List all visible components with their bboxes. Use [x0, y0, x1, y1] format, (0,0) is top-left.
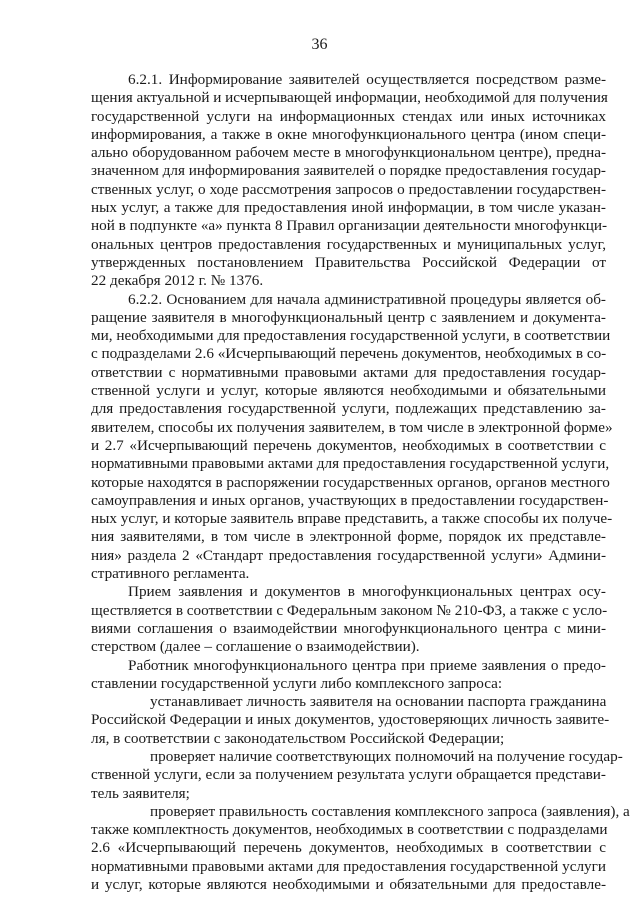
text-line: ально оборудованном рабочем месте в многофункциональном центре), предна- — [91, 144, 606, 162]
text-line: проверяет наличие соответствующих полномочий на получение государ- — [150, 747, 623, 765]
text-line: ществляется в соответствии с Федеральным законом № 210-ФЗ, а также с усло- — [91, 601, 608, 619]
text-line: проверяет правильность составления комплексного запроса (заявления), а — [150, 802, 630, 820]
text-line: ных услуг, и которые заявитель вправе представить, а также способы их получе- — [91, 510, 613, 528]
text-line: ной в подпункте «а» пункта 8 Правил организации деятельности многофункци- — [91, 217, 608, 235]
text-line: явителем, способы их получения заявителем, в том числе в электронной форме» — [91, 418, 613, 436]
text-line: 2.6 «Исчерпывающий перечень документов, необходимых в соответствии с — [91, 839, 606, 857]
text-line: 6.2.1. Информирование заявителей осуществляется посредством разме- — [128, 71, 606, 88]
text-line: ственной услуги, если за получением результата услуги обращается представи- — [91, 766, 606, 784]
text-line: ных услуг, а также для предоставления иной информации, в том числе указан- — [91, 199, 606, 217]
text-line: 22 декабря 2012 г. № 1376. — [91, 272, 264, 290]
text-line: 6.2.2. Основанием для начала административной процедуры является об- — [128, 290, 606, 308]
text-line: государственной услуги на информационных стендах или иных источниках — [91, 107, 606, 125]
text-line: и услуг, которые являются необходимыми и обязательными для предоставле- — [91, 876, 606, 894]
text-line: самоуправления и иных органов, участвующих в предоставлении государствен- — [91, 491, 609, 509]
text-line: ответствии с нормативными правовыми актами для предоставления государ- — [91, 363, 606, 381]
text-line: ния заявителями, в том числе в электронной форме, порядок их представле- — [91, 528, 606, 546]
text-line: виями соглашения о взаимодействии многофункционального центра с мини- — [91, 619, 606, 637]
text-line: Прием заявления и документов в многофункциональных центрах осу- — [128, 583, 606, 601]
text-line: тель заявителя; — [91, 784, 190, 802]
text-line: и 2.7 «Исчерпывающий перечень документов, необходимых в соответствии с — [91, 436, 606, 454]
text-line: стративного регламента. — [91, 565, 250, 583]
text-line: нормативными правовыми актами для предоставления государственной услуги, — [91, 455, 610, 473]
text-line: стерством (далее – соглашение о взаимодействии). — [91, 638, 420, 656]
text-line: которые находятся в распоряжении государственных органов, органов местного — [91, 473, 610, 491]
text-line: также комплектность документов, необходимых в соответствии с подразделами — [91, 821, 608, 839]
text-line: ля, в соответствии с законодательством Российской Федерации; — [91, 729, 505, 747]
text-line: ональных центров предоставления государственных и муниципальных услуг, — [91, 235, 606, 253]
text-line: устанавливает личность заявителя на основании паспорта гражданина — [150, 693, 607, 711]
text-line: нормативными правовыми актами для предоставления государственной услуги — [91, 857, 606, 875]
text-line: с подразделами 2.6 «Исчерпывающий перечень документов, необходимых в со- — [91, 345, 607, 363]
text-line: ращение заявителя в многофункциональный центр с заявлением и документа- — [91, 308, 606, 326]
text-line: ми, необходимыми для предоставления государственной услуги, в соответствии — [91, 327, 611, 345]
text-line: ния» раздела 2 «Стандарт предоставления государственной услуги» Админи- — [91, 546, 606, 564]
text-line: Российской Федерации и иных документов, удостоверяющих личность заявите- — [91, 711, 610, 729]
document-body — [91, 71, 630, 894]
text-line: ставлении государственной услуги либо комплексного запроса: — [91, 674, 503, 692]
text-line: ственных услуг, о ходе рассмотрения запросов о предоставлении государствен- — [91, 180, 606, 198]
text-line: Работник многофункционального центра при приеме заявления о предо- — [128, 656, 606, 674]
text-line: значенном для информирования заявителей о порядке предоставления государ- — [91, 162, 606, 180]
text-line: щения актуальной и исчерпывающей информации, необходимой для получения — [91, 89, 608, 107]
page-number: 36 — [311, 36, 328, 53]
text-line: ственной услуги и услуг, которые являются необходимыми и обязательными — [91, 382, 606, 400]
text-line: информирования, а также в окне многофункционального центра (ином специ- — [91, 125, 606, 143]
text-line: для предоставления государственной услуги, подлежащих представлению за- — [91, 400, 606, 418]
text-line: утвержденных постановлением Правительства Российской Федерации от — [91, 253, 606, 271]
